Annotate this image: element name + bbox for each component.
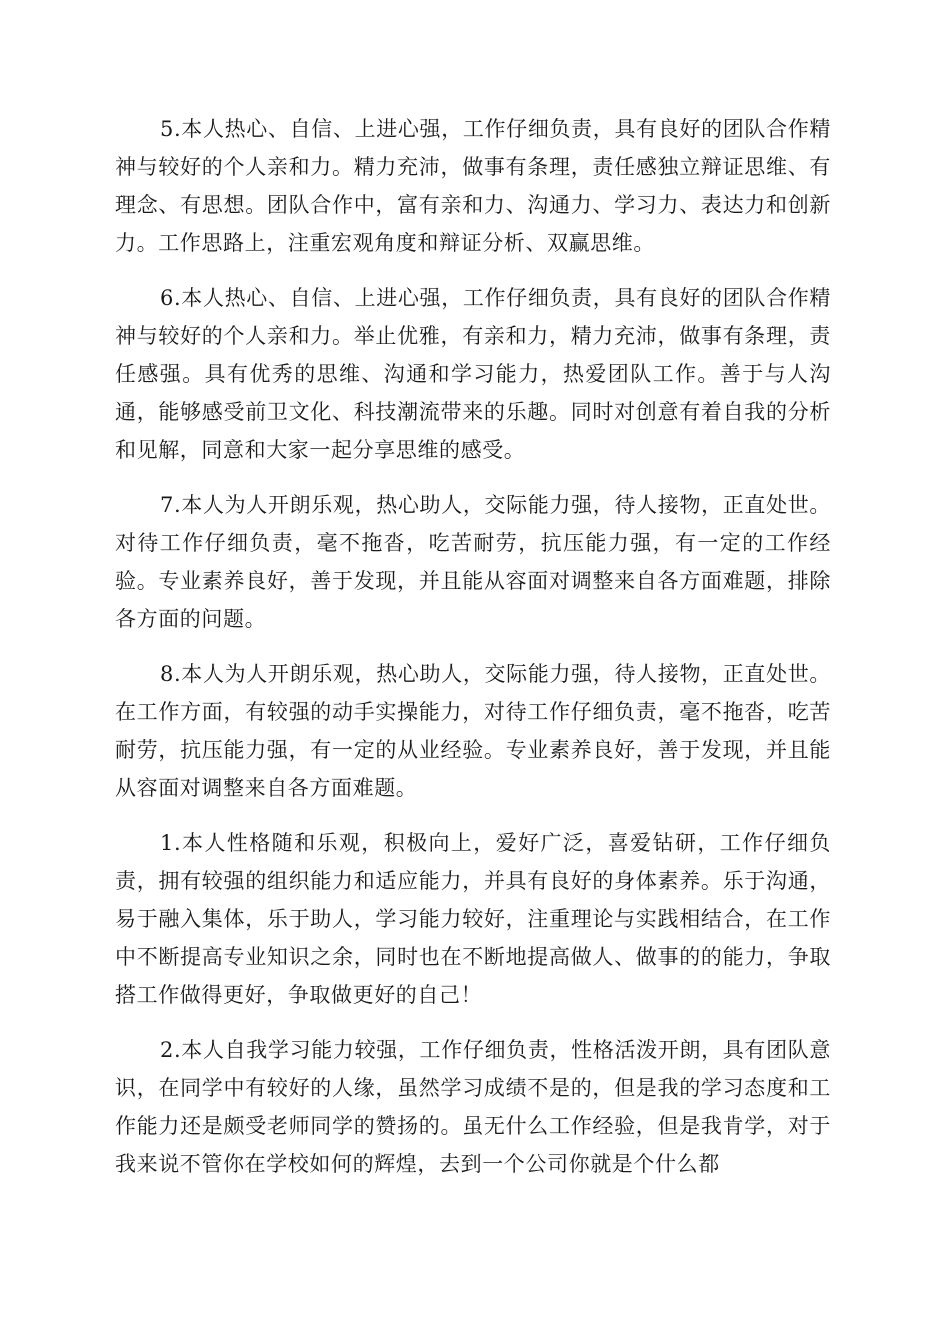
paragraph-1: 1.本人性格随和乐观，积极向上，爱好广泛，喜爱钻研，工作仔细负责，拥有较强的组织能力和适应能力，并具有良好的身体素养。乐于沟通，易于融入集体，乐于助人，学习能力较好，注重理论与实践相结合，在工作中不断提高专业知识之余，同时也在不断地提高做人、做事的的能力，争取搭工作做得更好，争取做更好的自己！ xyxy=(115,831,831,1007)
paragraph-6: 6.本人热心、自信、上进心强，工作仔细负责，具有良好的团队合作精神与较好的个人亲和力。举止优雅，有亲和力，精力充沛，做事有条理，责任感强。具有优秀的思维、沟通和学习能力，热爱团队工作。善于与人沟通，能够感受前卫文化、科技潮流带来的乐趣。同时对创意有着自我的分析和见解，同意和大家一起分享思维的感受。 xyxy=(115,286,831,462)
document-body xyxy=(115,110,831,1200)
paragraph-7: 7.本人为人开朗乐观，热心助人，交际能力强，待人接物，正直处世。对待工作仔细负责，毫不拖沓，吃苦耐劳，抗压能力强，有一定的工作经验。专业素养良好，善于发现，并且能从容面对调整来自各方面难题，排除各方面的问题。 xyxy=(115,493,831,631)
paragraph-8: 8.本人为人开朗乐观，热心助人，交际能力强，待人接物，正直处世。在工作方面，有较强的动手实操能力，对待工作仔细负责，毫不拖沓，吃苦耐劳，抗压能力强，有一定的从业经验。专业素养良好，善于发现，并且能从容面对调整来自各方面难题。 xyxy=(115,662,831,800)
paragraph-5: 5.本人热心、自信、上进心强，工作仔细负责，具有良好的团队合作精神与较好的个人亲和力。精力充沛，做事有条理，责任感独立辩证思维、有理念、有思想。团队合作中，富有亲和力、沟通力、学习力、表达力和创新力。工作思路上，注重宏观角度和辩证分析、双赢思维。 xyxy=(115,117,831,255)
paragraph-2: 2.本人自我学习能力较强，工作仔细负责，性格活泼开朗，具有团队意识，在同学中有较好的人缘，虽然学习成绩不是的，但是我的学习态度和工作能力还是颇受老师同学的赞扬的。虽无什么工作经验，但是我肯学，对于我来说不管你在学校如何的辉煌，去到一个公司你就是个什么都 xyxy=(115,1038,831,1176)
